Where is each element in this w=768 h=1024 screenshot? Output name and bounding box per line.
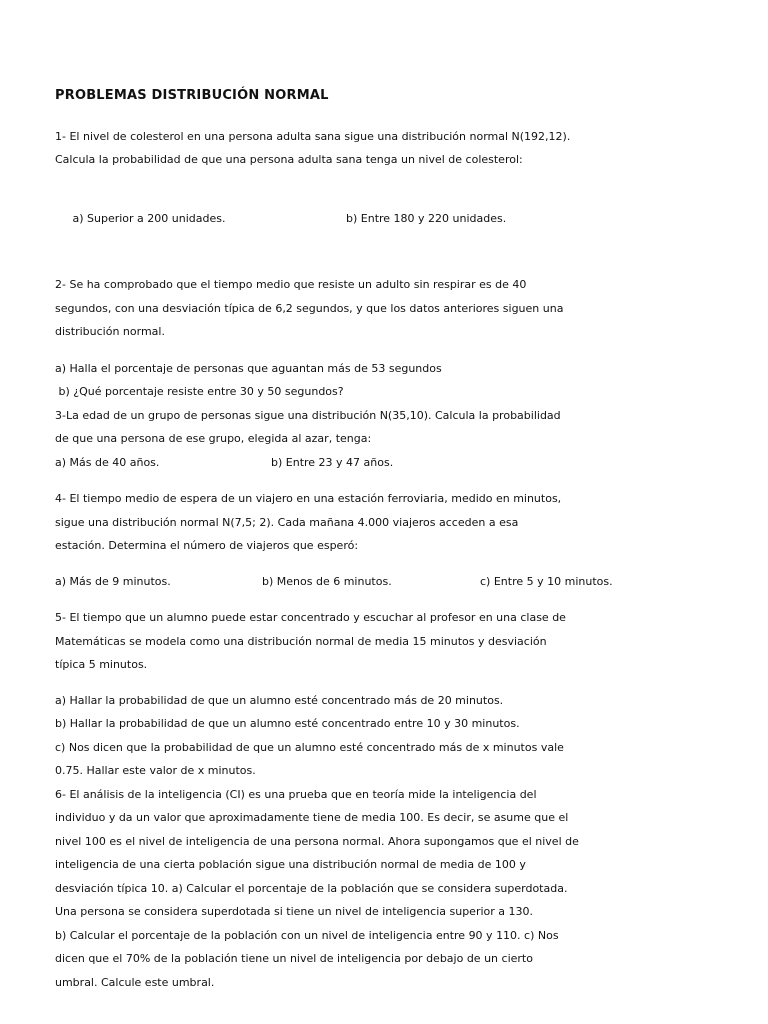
problem-4-line: estación. Determina el número de viajeros que esperó: xyxy=(55,539,359,552)
problem-3-options xyxy=(55,451,725,475)
problem-6-line: 6- El análisis de la inteligencia (CI) es una prueba que en teoría mide la inteligencia del xyxy=(55,787,537,801)
problem-4-option-a: a) Más de 9 minutos. xyxy=(55,574,171,588)
problem-1-options xyxy=(55,184,725,255)
problem-2-line: 2- Se ha comprobado que el tiempo medio que resiste un adulto sin respirar es de 40 xyxy=(55,278,527,291)
problem-1-line: Calcula la probabilidad de que una persona adulta sana tenga un nivel de colesterol: xyxy=(55,153,523,166)
problem-6-line: desviación típica 10. a) Calcular el porcentaje de la población que se considera superdotada. xyxy=(55,881,568,895)
problem-5-items xyxy=(55,689,725,783)
problem-3-line: de que una persona de ese grupo, elegida al azar, tenga: xyxy=(55,432,372,445)
problem-2-line: distribución normal. xyxy=(55,325,165,338)
problem-4-line: 4- El tiempo medio de espera de un viajero en una estación ferroviaria, medido en minutos, xyxy=(55,492,562,505)
problem-4-option-b: b) Menos de 6 minutos. xyxy=(262,574,392,588)
problem-3 xyxy=(55,404,725,451)
problem-1-line: 1- El nivel de colesterol en una persona adulta sana sigue una distribución normal N(192,12). xyxy=(55,129,571,143)
problem-6 xyxy=(55,783,725,995)
problem-6-line: individuo y da un valor que aproximadamente tiene de media 100. Es decir, se asume que el xyxy=(55,811,569,824)
problem-4-option-c: c) Entre 5 y 10 minutos. xyxy=(480,574,613,588)
problem-1-option-b: b) Entre 180 y 220 unidades. xyxy=(346,212,507,225)
problem-2 xyxy=(55,273,725,344)
problem-4-options xyxy=(55,570,725,594)
problem-5-item: a) Hallar la probabilidad de que un alumno esté concentrado más de 20 minutos. xyxy=(55,693,504,707)
problem-1 xyxy=(55,125,725,172)
problem-5-item: 0.75. Hallar este valor de x minutos. xyxy=(55,764,256,777)
problem-5-line: Matemáticas se modela como una distribución normal de media 15 minutos y desviación xyxy=(55,634,547,648)
problem-2-option-b: b) ¿Qué porcentaje resiste entre 30 y 50 segundos? xyxy=(55,385,344,398)
problem-5-line: típica 5 minutos. xyxy=(55,658,148,671)
problem-5-line: 5- El tiempo que un alumno puede estar concentrado y escuchar al profesor en una clase de xyxy=(55,611,566,624)
problem-6-line: dicen que el 70% de la población tiene un nivel de inteligencia por debajo de un cierto xyxy=(55,952,533,965)
problem-6-line: umbral. Calcule este umbral. xyxy=(55,975,215,989)
problem-6-line: Una persona se considera superdotada si tiene un nivel de inteligencia superior a 130. xyxy=(55,905,534,918)
problem-3-option-b: b) Entre 23 y 47 años. xyxy=(271,455,394,469)
problem-1-option-a: a) Superior a 200 unidades. xyxy=(69,212,226,225)
problem-4 xyxy=(55,487,725,558)
problem-3-option-a: a) Más de 40 años. xyxy=(55,455,160,469)
problem-6-line: nivel 100 es el nivel de inteligencia de una persona normal. Ahora supongamos que el nivel de xyxy=(55,834,579,848)
problem-2-line: segundos, con una desviación típica de 6,2 segundos, y que los datos anteriores siguen una xyxy=(55,301,564,315)
problem-6-line: inteligencia de una cierta población sigue una distribución normal de media de 100 y xyxy=(55,858,526,871)
problem-5 xyxy=(55,606,725,677)
problem-5-item: b) Hallar la probabilidad de que un alumno esté concentrado entre 10 y 30 minutos. xyxy=(55,717,520,730)
document-title: PROBLEMAS DISTRIBUCIÓN NORMAL xyxy=(55,88,329,103)
document-page xyxy=(55,84,725,994)
problem-3-line: 3-La edad de un grupo de personas sigue una distribución N(35,10). Calcula la probabilidad xyxy=(55,408,561,422)
problem-6-line: b) Calcular el porcentaje de la población con un nivel de inteligencia entre 90 y 110. c) Nos xyxy=(55,928,559,942)
problem-5-item: c) Nos dicen que la probabilidad de que un alumno esté concentrado más de x minutos vale xyxy=(55,740,564,754)
problem-2-option-a: a) Halla el porcentaje de personas que aguantan más de 53 segundos xyxy=(55,361,442,375)
problem-4-line: sigue una distribución normal N(7,5; 2). Cada mañana 4.000 viajeros acceden a esa xyxy=(55,515,519,529)
problem-2-options xyxy=(55,357,725,404)
